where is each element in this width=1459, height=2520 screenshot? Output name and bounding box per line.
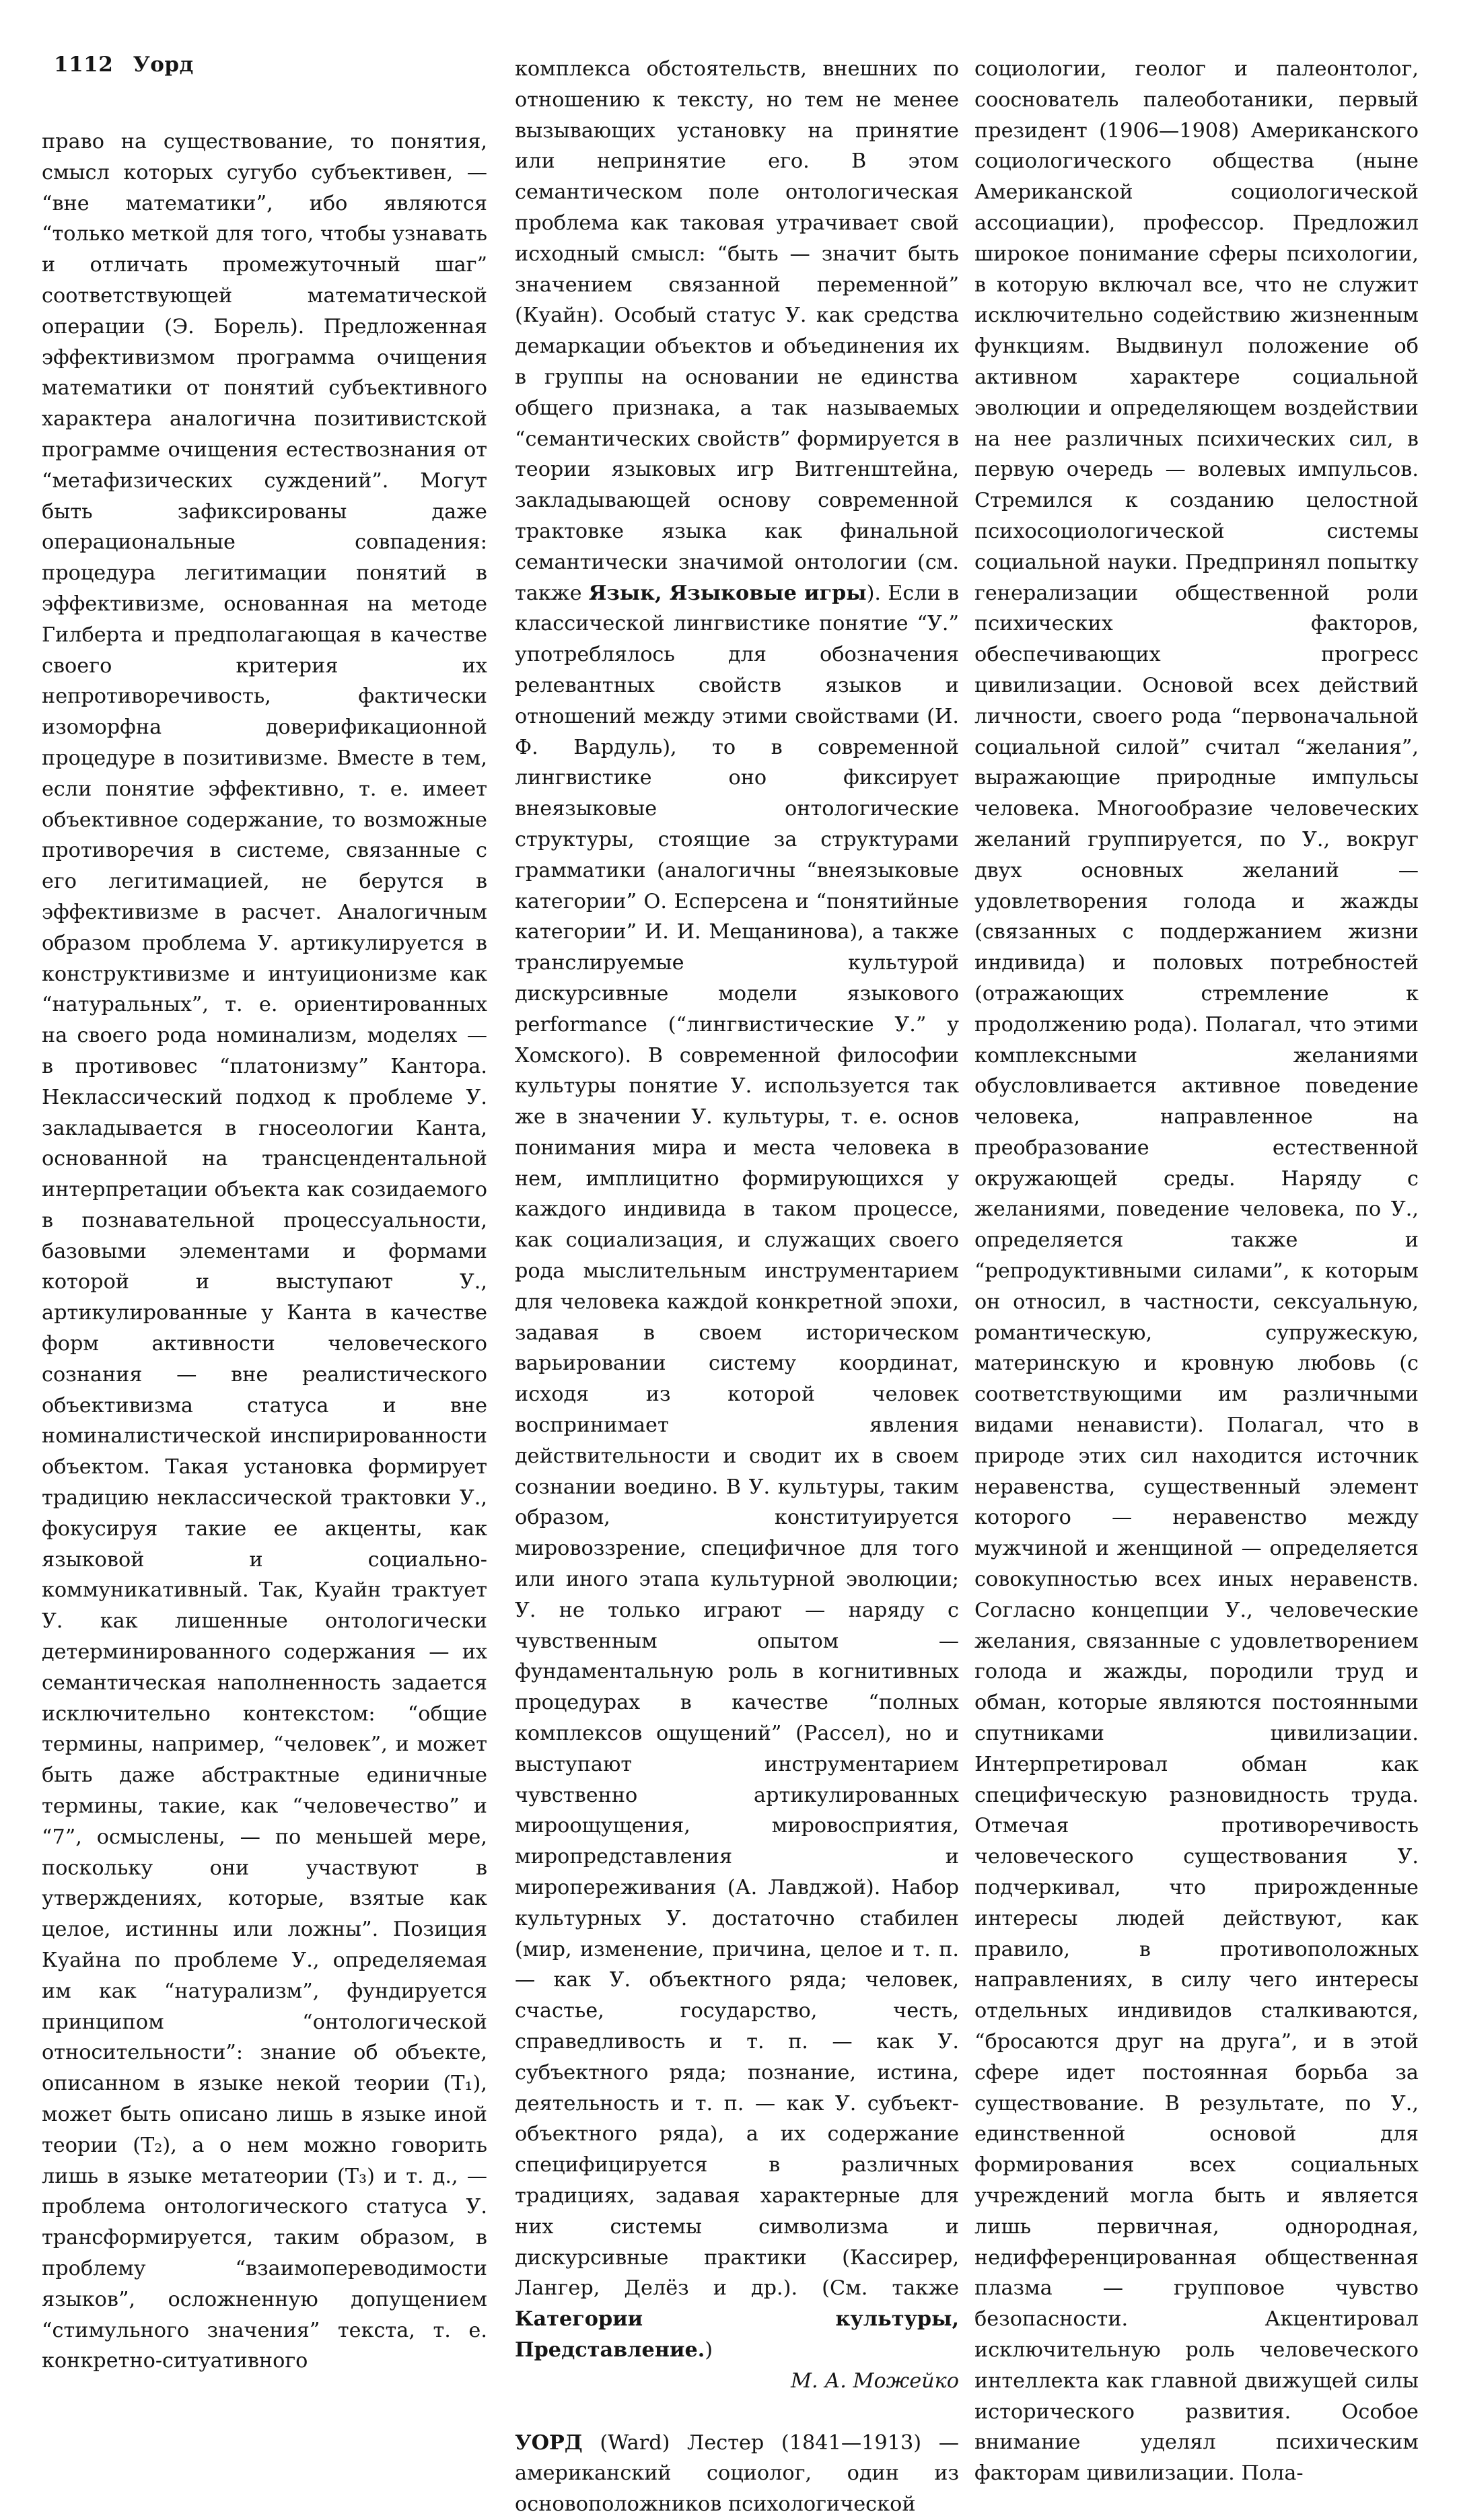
entry-gap bbox=[515, 2397, 959, 2428]
cross-reference-2[interactable]: Категории культуры, Представление. bbox=[515, 2307, 959, 2362]
entry-ward bbox=[515, 2428, 959, 2520]
column-middle bbox=[515, 54, 960, 2517]
col2-text-end: ) bbox=[705, 2338, 713, 2362]
article-continuation bbox=[515, 54, 959, 2366]
running-title: Уорд bbox=[133, 53, 194, 77]
column-left bbox=[42, 127, 487, 2373]
col2-text-main: комплекса обстоятельств, внешних по отношению к тексту, но тем не менее вызывающих установку на принятие или непринятие его. В этом семантическом поле онтологическая проблема как таковая утрачивает свой исходный смысл: “быть — значит быть значением связанной переменной” (Куайн). Особый статус У. как средства демаркации объектов и объединения их в группы на основании не единства общего признака, а так называемых “семантических свойств” формируется в теории языковых игр Витгенштейна, закладывающей основу современной трактовке языка как финальной семантически значимой онтологии (см. также bbox=[515, 57, 959, 605]
column-right bbox=[974, 54, 1419, 2486]
cross-reference-1[interactable]: Язык, Языковые игры bbox=[588, 581, 867, 605]
page-number: 1112 bbox=[54, 53, 114, 77]
entry-title: УОРД bbox=[515, 2430, 583, 2455]
col2-text-after-ref1: ). Если в классической лингвистике понятие “У.” употреблялось для обозначения релевантных свойств языков и отношений между этими свойствами (И. Ф. Вардуль), то в современной лингвистике оно фиксирует внеязыковые онтологические структуры, стоящие за структурами грамматики (аналогичны “внеязыковые категории” О. Есперсена и “понятийные категории” И. И. Мещанинова), а также транслируемые культурой дискурсивные модели языкового performance (“лингвистические У.” у Хомского). В современной философии культуры понятие У. используется так же в значении У. культуры, т. е. основ понимания мира и места человека в нем, имплицитно формирующихся у каждого индивида в таком процессе, как социализация, и служащих своего рода мыслительным инструментарием для человека каждой конкретной эпохи, задавая в своем историческом варьировании систему координат, исходя из которой человек воспринимает явления действительности и сводит их в своем сознании воедино. В У. культуры, таким образом, конституируется мировоззрение, специфичное для того или иного этапа культурной эволюции; У. не только играют — наряду с чувственным опытом — фундаментальную роль в когнитивных процедурах в качестве “полных комплексов ощущений” (Рассел), но и выступают инструментарием чувственно артикулированных мироощущения, мировосприятия, миропредставления и миропереживания (А. Лавджой). Набор культурных У. достаточно стабилен (мир, изменение, причина, целое и т. п. — как У. объектного ряда; человек, счастье, государство, честь, справедливость и т. п. — как У. субъектного ряда; познание, истина, деятельность и т. п. — как У. субъект-объектного ряда), а их содержание специфицируется в различных традициях, задавая характерные для них системы символизма и дискурсивные практики (Кассирер, Лангер, Делёз и др.). (См. также bbox=[515, 581, 960, 2301]
running-header bbox=[54, 53, 194, 77]
column-left-text: право на существование, то понятия, смысл которых сугубо субъективен, — “вне математики”, ибо являются “только меткой для того, чтобы узнавать и отличать промежуточный шаг” соответствующей математической операции (Э. Борель). Предложенная эффективизмом программа очищения математики от понятий субъективного характера аналогична позитивистской программе очищения естествознания от “метафизических суждений”. Могут быть зафиксированы даже операциональные совпадения: процедура легитимации понятий в эффективизме, основанная на методе Гилберта и предполагающая в качестве своего критерия их непротиворечивость, фактически изоморфна доверификационной процедуре в позитивизме. Вместе в тем, если понятие эффективно, т. е. имеет объективное содержание, то возможные противоречия в системе, связанные с его легитимацией, не берутся в эффективизме в расчет. Аналогичным образом проблема У. артикулируется в конструктивизме и интуиционизме как “натуральных”, т. е. ориентированных на своего рода номинализм, моделях — в противовес “платонизму” Кантора. Неклассический подход к проблеме У. закладывается в гносеологии Канта, основанной на трансцендентальной интерпретации объекта как созидаемого в познавательной процессуальности, базовыми элементами и формами которой и выступают У., артикулированные у Канта в качестве форм активности человеческого сознания — вне реалистического объективизма статуса и вне номиналистической инспирированности объектом. Такая установка формирует традицию неклассической трактовки У., фокусируя такие ее акценты, как языковой и социально-коммуникативный. Так, Куайн трактует У. как лишенные онтологически детерминированного содержания — их семантическая наполненность задается исключительно контекстом: “общие термины, например, “человек”, и может быть даже абстрактные единичные термины, такие, как “человечество” и “7”, осмыслены, — по меньшей мере, поскольку они участвуют в утверждениях, которые, взятые как целое, истинны или ложны”. Позиция Куайна по проблеме У., определяемая им как “натурализм”, фундируется принципом “онтологической относительности”: знание об объекте, описанном в языке некой теории (T₁), может быть описано лишь в языке иной теории (T₂), а о нем можно говорить лишь в языке метатеории (T₃) и т. д., — проблема онтологического статуса У. трансформируется, таким образом, в проблему “взаимопереводимости языков”, осложненную допущением “стимульного значения” текста, т. е. конкретно-ситуативного bbox=[42, 130, 487, 2373]
column-right-text: социологии, геолог и палеонтолог, сооснователь палеоботаники, первый президент (1906—1908) Американского социологического общества (ныне Американской социологической ассоциации), профессор. Предложил широкое понимание сферы психологии, в которую включал все, что не служит исключительно содействию жизненным функциям. Выдвинул положение об активном характере социальной эволюции и определяющем воздействии на нее различных психических сил, в первую очередь — волевых импульсов. Стремился к созданию целостной психосоциологической системы социальной науки. Предпринял попытку генерализации общественной роли психических факторов, обеспечивающих прогресс цивилизации. Основой всех действий личности, своего рода “первоначальной социальной силой” считал “желания”, выражающие природные импульсы человека. Многообразие человеческих желаний группируется, по У., вокруг двух основных желаний — удовлетворения голода и жажды (связанных с поддержанием жизни индивида) и половых потребностей (отражающих стремление к продолжению рода). Полагал, что этими комплексными желаниями обусловливается активное поведение человека, направленное на преобразование естественной окружающей среды. Наряду с желаниями, поведение человека, по У., определяется также и “репродуктивными силами”, к которым он относил, в частности, сексуальную, романтическую, супружескую, материнскую и кровную любовь (с соответствующими им различными видами ненависти). Полагал, что в природе этих сил находится источник неравенства, существенный элемент которого — неравенство между мужчиной и женщиной — определяется совокупностью всех иных неравенств. Согласно концепции У., человеческие желания, связанные с удовлетворением голода и жажды, породили труд и обман, которые являются постоянными спутниками цивилизации. Интерпретировал обман как специфическую разновидность труда. Отмечая противоречивость человеческого существования У. подчеркивал, что прирожденные интересы людей действуют, как правило, в противоположных направлениях, в силу чего интересы отдельных индивидов сталкиваются, “бросаются друг на друга”, и в этой сфере идет постоянная борьба за существование. В результате, по У., единственной основой для формирования всех социальных учреждений могла быть и является лишь первичная, однородная, недифференцированная общественная плазма — групповое чувство безопасности. Акцентировал исключительную роль человеческого интеллекта как главной движущей силы исторического развития. Особое внимание уделял психическим факторам цивилизации. Пола- bbox=[974, 57, 1419, 2486]
author-signature: М. А. Можейко bbox=[791, 2369, 959, 2393]
entry-intro: (Ward) Лестер (1841—1913) — американский социолог, один из основоположников психологической bbox=[515, 2430, 959, 2517]
